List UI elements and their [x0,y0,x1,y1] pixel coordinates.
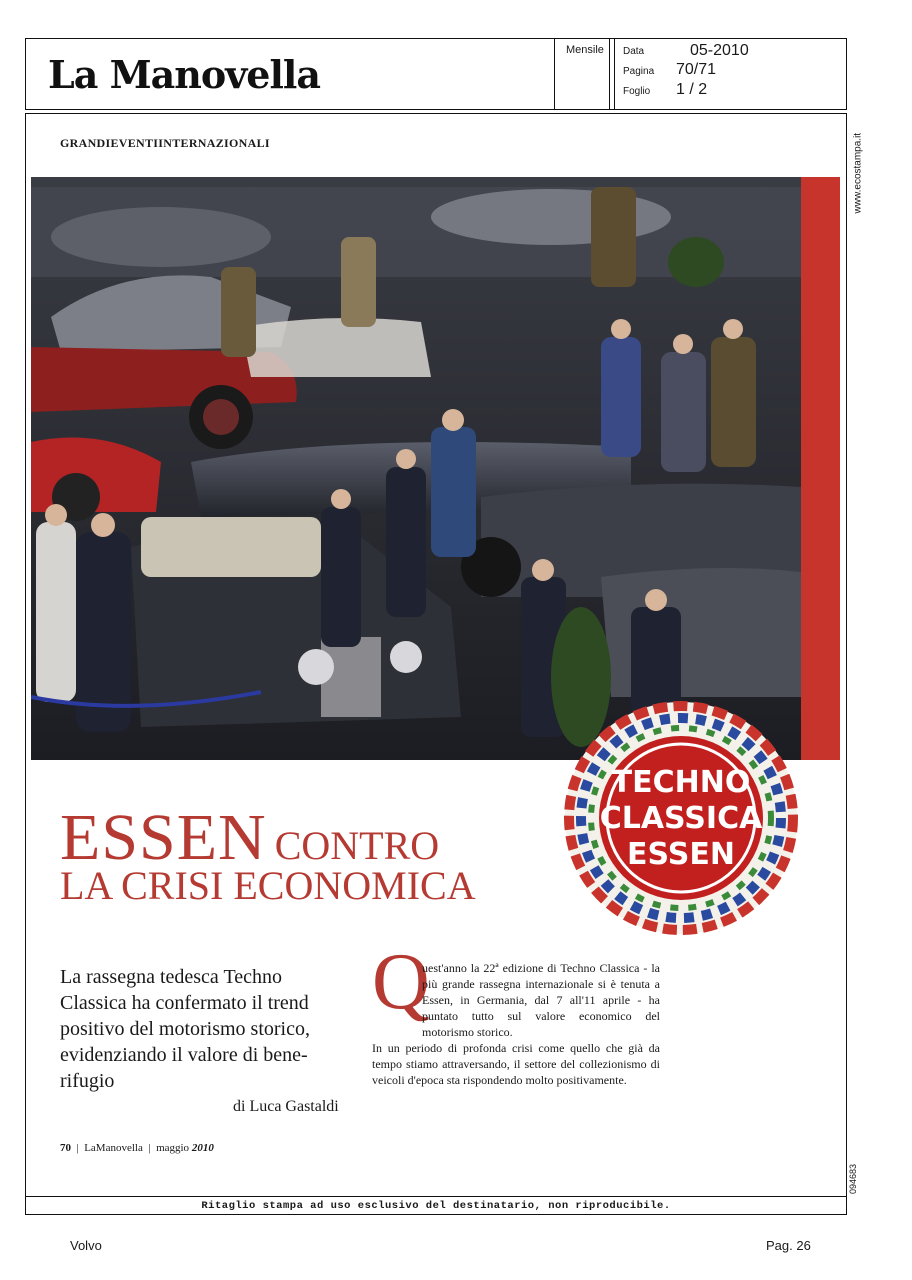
side-url [848,120,866,216]
side-code [848,1160,866,1200]
exhibition-photo [31,177,801,760]
side-url-text: www.ecostampa.it [852,132,864,214]
headline-essen: ESSEN [60,801,267,874]
sheet-value: 1 / 2 [676,81,708,98]
badge-graphic [560,700,802,936]
frequency-label: Mensile [566,44,604,56]
article-deck: La rassegna tedesca Techno Classica ha confermato il trend positivo del motorismo storico, evidenziando il valore di bene-rifugio [60,966,310,1092]
page-label: Pagina [623,66,655,77]
page-value: 70/71 [676,61,717,78]
sheet-label: Foglio [623,86,651,97]
date-value: 05-2010 [690,42,749,59]
badge-line-classica: CLASSICA [599,801,763,836]
badge-line-essen: ESSEN [627,837,735,872]
masthead-logo: La Manovella [48,52,320,97]
body-paragraph-1: uest'anno la 22ª edizione di Techno Classica - la più grande rassegna internazionale si è tenuta a Essen, in Germania, dal 7 all'11 aprile - ha puntato tutto sul valore economico del motorismo storico. [422,961,660,1039]
techno-classica-badge [560,700,802,936]
headline-contro: CONTRO [274,823,440,868]
photo-illustration [31,177,801,760]
client-name: Volvo [70,1238,102,1253]
badge-line-techno: TECHNO [611,765,751,800]
article-byline: di Luca Gastaldi [233,1098,339,1115]
folio-magazine: LaManovella [84,1142,143,1154]
folio-month: maggio [156,1142,190,1154]
page-number: Pag. 26 [766,1238,811,1253]
red-side-bar [801,177,840,760]
headline-line-2: LA CRISI ECONOMICA [60,863,476,908]
drop-cap: Q [372,938,430,1026]
article-body [372,960,660,1088]
reproduction-notice: Ritaglio stampa ad uso esclusivo del destinatario, non riproducibile. [201,1200,671,1212]
page-folio: 70 | LaManovella | maggio 2010 [60,1142,214,1154]
body-paragraph-2: In un periodo di profonda crisi come quello che già da tempo stiamo attraversando, il settore del collezionismo di veicoli d'epoca sta rispondendo molto positivamente. [372,1041,660,1087]
side-code-text: 094683 [848,1163,859,1195]
footer-rule [25,1196,847,1197]
section-label: GRANDIEVENTIINTERNAZIONALI [60,136,270,150]
date-label: Data [623,46,645,57]
folio-year: 2010 [191,1142,214,1154]
folio-number: 70 [60,1142,71,1154]
